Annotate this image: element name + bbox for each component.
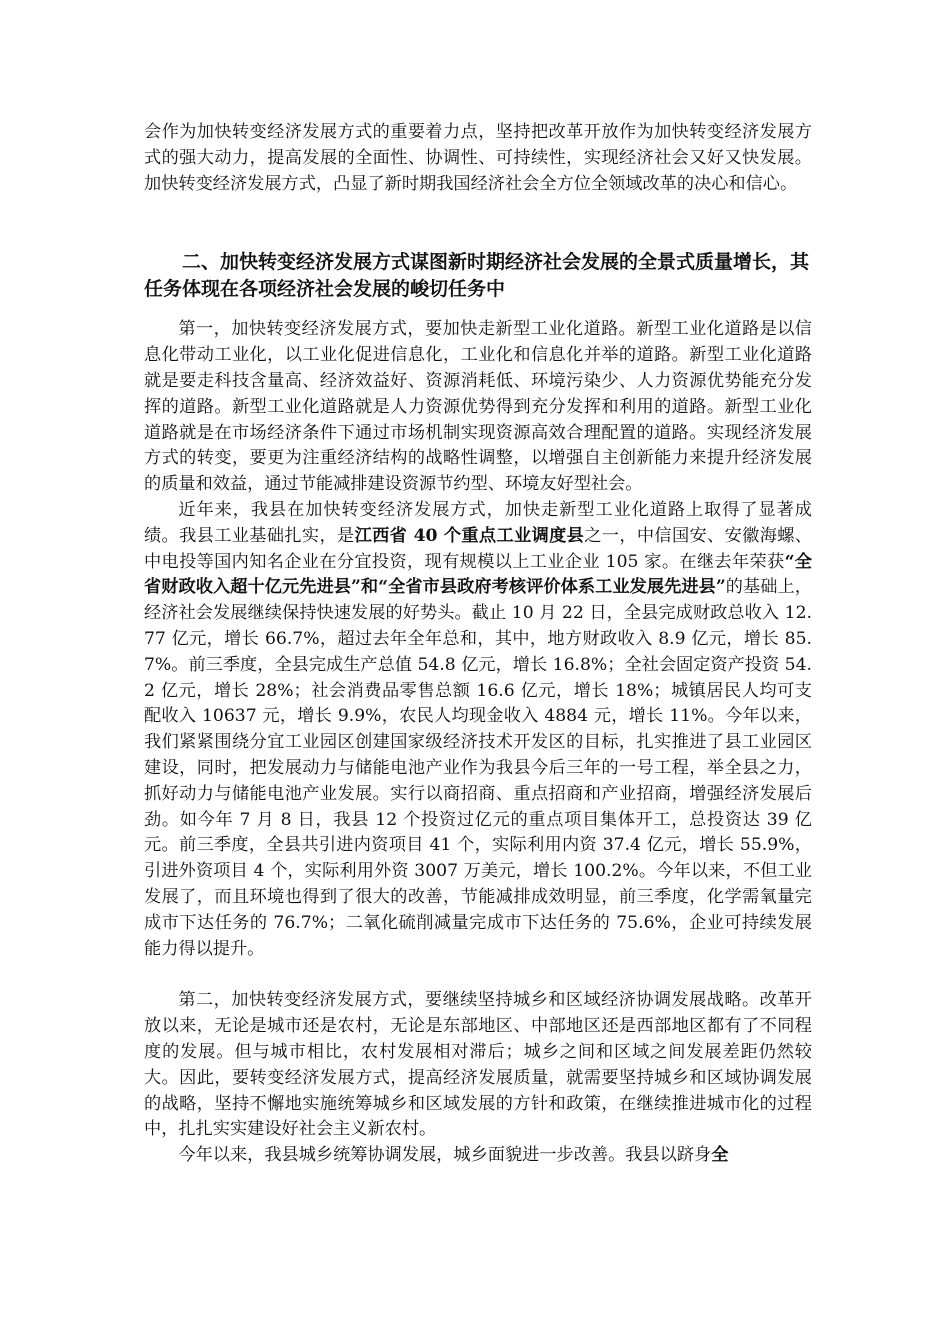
spacer	[144, 303, 812, 317]
spacer	[144, 197, 812, 249]
paragraph-4	[144, 1143, 812, 1169]
paragraph-2	[144, 498, 812, 962]
document-page	[144, 120, 812, 1169]
spacer	[144, 962, 812, 988]
paragraph-2-text-b: 之一，中信国安、安徽海螺、中电投等国内知名企业在分宜投资，现有规模以上工业企业 105 家。在继去年荣获	[144, 525, 812, 572]
paragraph-3: 第二，加快转变经济发展方式，要继续坚持城乡和区域经济协调发展战略。改革开放以来，无论是城市还是农村，无论是东部地区、中部地区还是西部地区都有了不同程度的发展。但与城市相比，农村发展相对滞后；城乡之间和区域之间发展差距仍然较大。因此，要转变经济发展方式，提高经济发展质量，就需要坚持城乡和区域协调发展的战略，坚持不懈地实施统筹城乡和区域发展的方针和政策，在继续推进城市化的过程中，扎扎实实建设好社会主义新农村。	[144, 990, 812, 1140]
paragraph-4-text: 今年以来，我县城乡统筹协调发展，城乡面貌进一步改善。我县以跻身	[178, 1145, 712, 1166]
section-heading: 二、加快转变经济发展方式谋图新时期经济社会发展的全景式质量增长，其任务体现在各项经济社会发展的峻切任务中	[144, 251, 810, 301]
paragraph-2-text-c: 的基础上，经济社会发展继续保持快速发展的好势头。截止 10 月 22 日，全县完成财政总收入 12.77 亿元，增长 66.7%，超过去年全年总和，其中，地方财政收入 8.9 亿元，增长 85.7%。前三季度，全县完成生产总值 54.8 亿元，增长 16.8%；全社会固定资产投资 54.2 亿元，增长 28%；社会消费品零售总额 16.6 亿元，增长 18%；城镇居民人均可支配收入 10637 元，增长 9.9%，农民人均现金收入 4884 元，增长 11%。今年以来，我们紧紧围绕分宜工业园区创建国家级经济技术开发区的目标，扎实推进了县工业园区建设，同时，把发展动力与储能电池产业作为我县今后三年的一号工程，举全县之力，抓好动力与储能电池产业发展。实行以商招商、重点招商和产业招商，增强经济发展后劲。如今年 7 月 8 日，我县 12 个投资过亿元的重点项目集体开工，总投资达 39 亿元。前三季度，全县共引进内资项目 41 个，实际利用内资 37.4 亿元，增长 55.9%，引进外资项目 4 个，实际利用外资 3007 万美元，增长 100.2%。今年以来，不但工业发展了，而且环境也得到了很大的改善，节能减排成效明显，前三季度，化学需氧量完成市下达任务的 76.7%；二氧化硫削减量完成市下达任务的 75.6%，企业可持续发展能力得以提升。	[144, 577, 812, 959]
paragraph-2-bold-a: 江西省 40 个重点工业调度县	[354, 525, 585, 546]
paragraph-1: 第一，加快转变经济发展方式，要加快走新型工业化道路。新型工业化道路是以信息化带动工业化，以工业化促进信息化，工业化和信息化并举的道路。新型工业化道路就是要走科技含量高、经济效益好、资源消耗低、环境污染少、人力资源优势能充分发挥的道路。新型工业化道路就是人力资源优势得到充分发挥和利用的道路。新型工业化道路就是在市场经济条件下通过市场机制实现资源高效合理配置的道路。实现经济发展方式的转变，要更为注重经济结构的战略性调整，以增强自主创新能力来提升经济发展的质量和效益，通过节能减排建设资源节约型、环境友好型社会。	[144, 319, 812, 495]
paragraph-2-text-a: 近年来，我县在加快转变经济发展方式，加快走新型工业化道路上取得了显著成绩。我县工业基础扎实，是	[144, 499, 812, 546]
paragraph-4-bold: 全	[711, 1145, 729, 1166]
intro-paragraph: 会作为加快转变经济发展方式的重要着力点，坚持把改革开放作为加快转变经济发展方式的强大动力，提高发展的全面性、协调性、可持续性，实现经济社会又好又快发展。加快转变经济发展方式，凸显了新时期我国经济社会全方位全领域改革的决心和信心。	[144, 122, 812, 194]
paragraph-2-bold-b: “全省财政收入超十亿元先进县”和“全省市县政府考核评价体系工业发展先进县”	[144, 551, 812, 598]
